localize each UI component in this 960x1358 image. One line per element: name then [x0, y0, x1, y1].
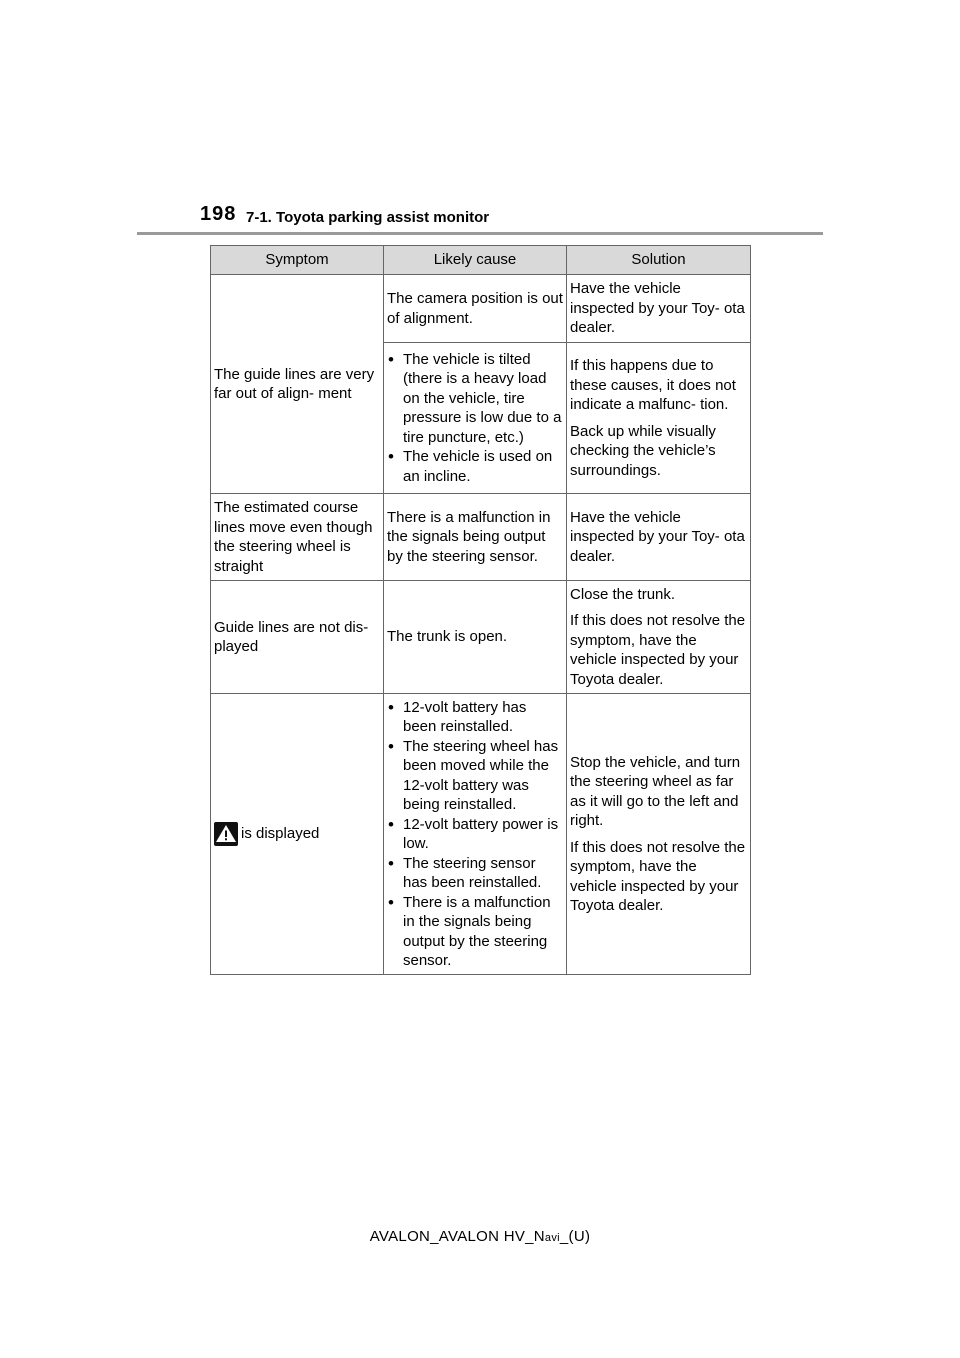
section-title: 7-1. Toyota parking assist monitor — [246, 209, 490, 226]
cause-bullet: • 12-volt battery power is low. — [387, 815, 563, 854]
solution-cell: Have the vehicle inspected by your Toy- ota dealer. — [567, 494, 751, 581]
cause-bullet: • The steering sensor has been reinstalled. — [387, 854, 563, 893]
solution-paragraph: Back up while visually checking the vehicle’s surroundings. — [570, 422, 716, 479]
header-divider — [137, 232, 823, 235]
symptom-cell: The guide lines are very far out of align- ment — [211, 275, 384, 494]
table-row — [211, 494, 751, 581]
column-header-likely-cause: Likely cause — [384, 246, 567, 275]
page-number: 198 — [200, 203, 237, 225]
footer-region: _(U) — [559, 1228, 591, 1245]
footer-model: AVALON_AVALON HV_N — [369, 1228, 545, 1245]
column-header-symptom: Symptom — [211, 246, 384, 275]
solution-cell — [567, 581, 751, 694]
cause-cell: The camera position is out of alignment. — [384, 275, 567, 343]
solution-paragraph: Close the trunk. — [570, 585, 676, 603]
cause-bullet: • 12-volt battery has been reinstalled. — [387, 698, 563, 737]
cause-cell — [384, 694, 567, 975]
table-header-row — [211, 246, 751, 275]
column-header-solution: Solution — [567, 246, 751, 275]
cause-bullet: • There is a malfunction in the signals being output by the steering sensor. — [387, 893, 563, 971]
warning-icon — [214, 822, 238, 846]
solution-cell — [567, 694, 751, 975]
cause-bullet: • The vehicle is tilted (there is a heavy load on the vehicle, tire pressure is low due to a tire puncture, etc.) — [387, 350, 563, 448]
solution-cell: Have the vehicle inspected by your Toy- ota dealer. — [567, 275, 751, 343]
symptom-text: is displayed — [241, 824, 320, 842]
solution-paragraph: If this does not resolve the symptom, have the vehicle inspected by your Toyota dealer. — [570, 612, 746, 688]
cause-bullet: • The steering wheel has been moved while the 12-volt battery was being reinstalled. — [387, 737, 563, 815]
solution-paragraph: If this happens due to these causes, it does not indicate a malfunc- tion. — [570, 357, 736, 413]
table-row — [211, 275, 751, 343]
symptom-cell — [211, 694, 384, 975]
solution-paragraph: If this does not resolve the symptom, have the vehicle inspected by your Toyota dealer. — [570, 838, 746, 914]
symptom-cell: Guide lines are not dis- played — [211, 581, 384, 694]
cause-bullet: • The vehicle is used on an incline. — [387, 447, 563, 486]
cause-cell — [384, 343, 567, 494]
cause-cell: There is a malfunction in the signals being output by the steering sensor. — [384, 494, 567, 581]
footer-suffix: avi — [544, 1232, 560, 1244]
symptom-cell: The estimated course lines move even though the steering wheel is straight — [211, 494, 384, 581]
cause-cell: The trunk is open. — [384, 581, 567, 694]
table-row — [211, 694, 751, 975]
solution-cell — [567, 343, 751, 494]
solution-paragraph: Stop the vehicle, and turn the steering wheel as far as it will go to the left and right. — [570, 753, 741, 829]
troubleshooting-table — [210, 245, 751, 975]
table-row — [211, 581, 751, 694]
page-footer — [0, 1228, 960, 1245]
